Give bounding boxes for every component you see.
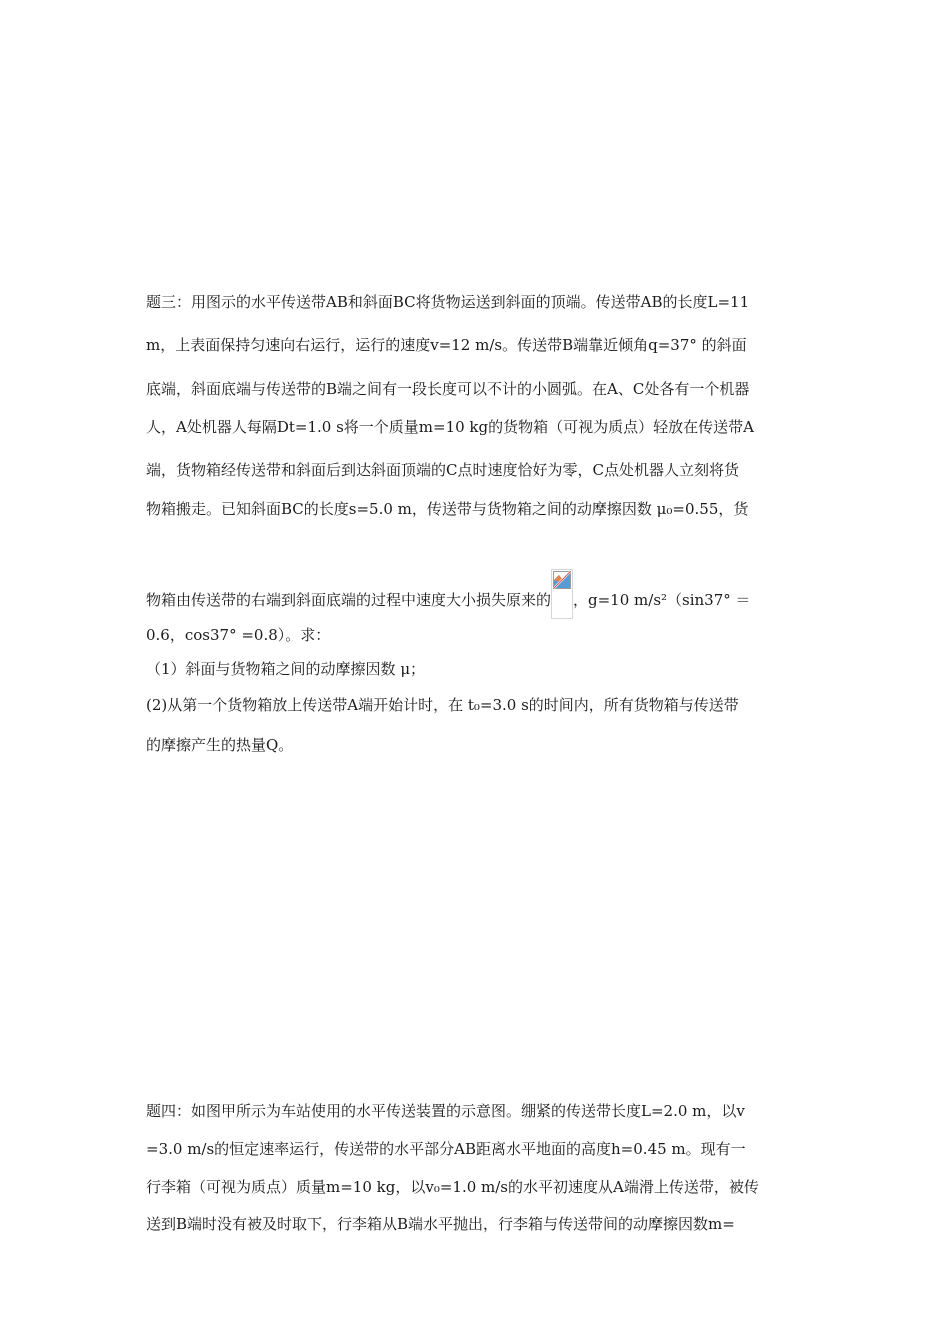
problem3-question-2-line-1: (2)从第一个货物箱放上传送带A端开始计时，在 t₀=3.0 s的时间内，所有货物箱与传送带 bbox=[146, 696, 739, 714]
problem4-line-3: 行李箱（可视为质点）质量m=10 kg，以v₀=1.0 m/s的水平初速度从A端滑上传送带，被传 bbox=[146, 1178, 759, 1196]
problem3-line-2: m，上表面保持匀速向右运行，运行的速度v=12 m/s。传送带B端靠近倾角q=37° 的斜面 bbox=[146, 336, 747, 354]
problem3-line-5: 端，货物箱经传送带和斜面后到达斜面顶端的C点时速度恰好为零，C点处机器人立刻将货 bbox=[146, 461, 739, 479]
problem3-line-7-before: 物箱由传送带的右端到斜面底端的过程中速度大小损失原来的 bbox=[146, 591, 552, 609]
problem3-line-6: 物箱搬走。已知斜面BC的长度s=5.0 m，传送带与货物箱之间的动摩擦因数 μ₀=0.55，货 bbox=[146, 500, 749, 518]
problem3-line-3: 底端，斜面底端与传送带的B端之间有一段长度可以不计的小圆弧。在A、C处各有一个机器 bbox=[146, 380, 750, 398]
problem3-line-4: 人，A处机器人每隔Dt=1.0 s将一个质量m=10 kg的货物箱（可视为质点）轻放在传送带A bbox=[146, 418, 754, 436]
problem3-line-1: 题三：用图示的水平传送带AB和斜面BC将货物运送到斜面的顶端。传送带AB的长度L=11 bbox=[146, 293, 750, 311]
problem4-line-1: 题四：如图甲所示为车站使用的水平传送装置的示意图。绷紧的传送带长度L=2.0 m，以v bbox=[146, 1102, 745, 1120]
problem3-question-1: （1）斜面与货物箱之间的动摩擦因数 μ； bbox=[146, 660, 426, 678]
problem3-question-2-line-2: 的摩擦产生的热量Q。 bbox=[146, 736, 294, 754]
problem4-line-2: =3.0 m/s的恒定速率运行，传送带的水平部分AB距离水平地面的高度h=0.45 m。现有一 bbox=[146, 1140, 746, 1158]
problem3-line-7-after: ，g=10 m/s²（sin37° ＝ bbox=[573, 591, 751, 609]
problem4-line-4: 送到B端时没有被及时取下，行李箱从B端水平抛出，行李箱与传送带间的动摩擦因数m= bbox=[146, 1215, 735, 1233]
broken-image-icon bbox=[551, 569, 573, 619]
problem3-line-8: 0.6，cos37° =0.8）。求： bbox=[146, 626, 331, 644]
problem3-line-7 bbox=[146, 569, 806, 619]
